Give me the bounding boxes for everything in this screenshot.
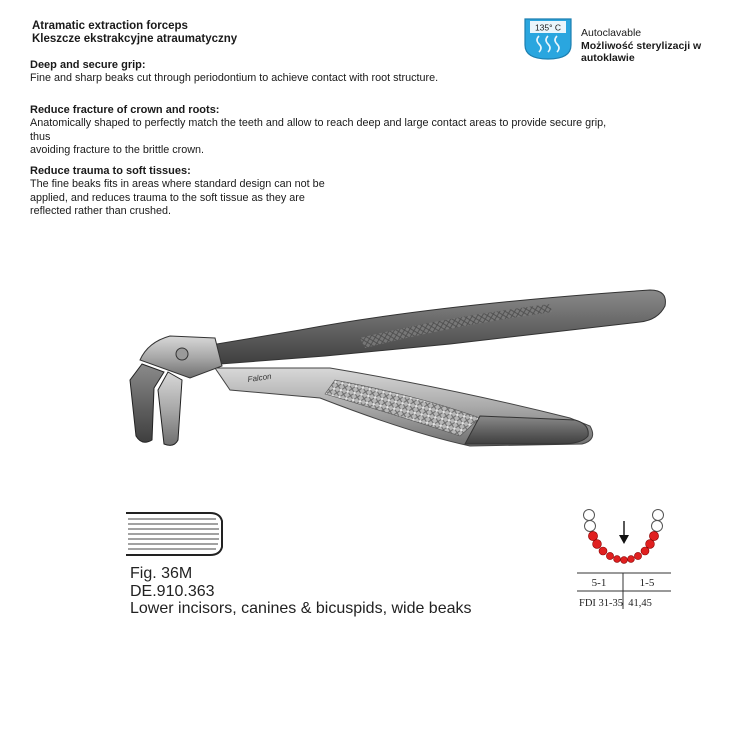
feature-text-line: applied, and reduces trauma to the soft tissue as they are (30, 191, 305, 204)
feature-reduce-trauma (30, 165, 330, 219)
product-title (32, 20, 237, 46)
teeth-chart (575, 505, 675, 620)
figure-description: Lower incisors, canines & bicuspids, wide beaks (130, 600, 472, 617)
beak-profile-icon (124, 509, 226, 564)
autoclave-label-en: Autoclavable (581, 27, 642, 39)
feature-text-line: The fine beaks fits in areas where standard design can not be (30, 178, 325, 191)
feature-heading: Deep and secure grip: (30, 59, 146, 71)
autoclave-icon (522, 17, 574, 61)
fdi-label: FDI 31-35 41,45 (579, 598, 652, 609)
feature-heading: Reduce fracture of crown and roots: (30, 104, 220, 116)
product-title-pl: Kleszcze ekstrakcyjne atraumatyczny (32, 33, 238, 45)
figure-caption (130, 565, 472, 618)
autoclave-label-pl: Możliwość sterylizacji w autoklawie (581, 39, 702, 64)
feature-reduce-fracture (30, 104, 620, 158)
figure-label: Fig. 36M (130, 565, 193, 582)
product-code: DE.910.363 (130, 582, 215, 600)
feature-text-line: Anatomically shaped to perfectly match the teeth and allow to reach deep and large contact areas to provide secure grip, thus (30, 117, 607, 143)
feature-text-line: avoiding fracture to the brittle crown. (30, 144, 205, 157)
left-quadrant-label: 5-1 (591, 577, 607, 589)
feature-deep-grip (30, 59, 620, 86)
right-quadrant-label: 1-5 (639, 577, 655, 589)
forceps-illustration (120, 268, 680, 473)
autoclave-temperature: 135° C (534, 22, 562, 33)
feature-text-line: reflected rather than crushed. (30, 205, 172, 218)
feature-heading: Reduce trauma to soft tissues: (30, 165, 191, 177)
product-title-en: Atramatic extraction forceps (32, 20, 188, 32)
brand-logo-text: Falcon (247, 371, 273, 384)
lower-arch-diagram (575, 505, 675, 615)
feature-text: Fine and sharp beaks cut through periodontium to achieve contact with root structure. (30, 72, 439, 85)
